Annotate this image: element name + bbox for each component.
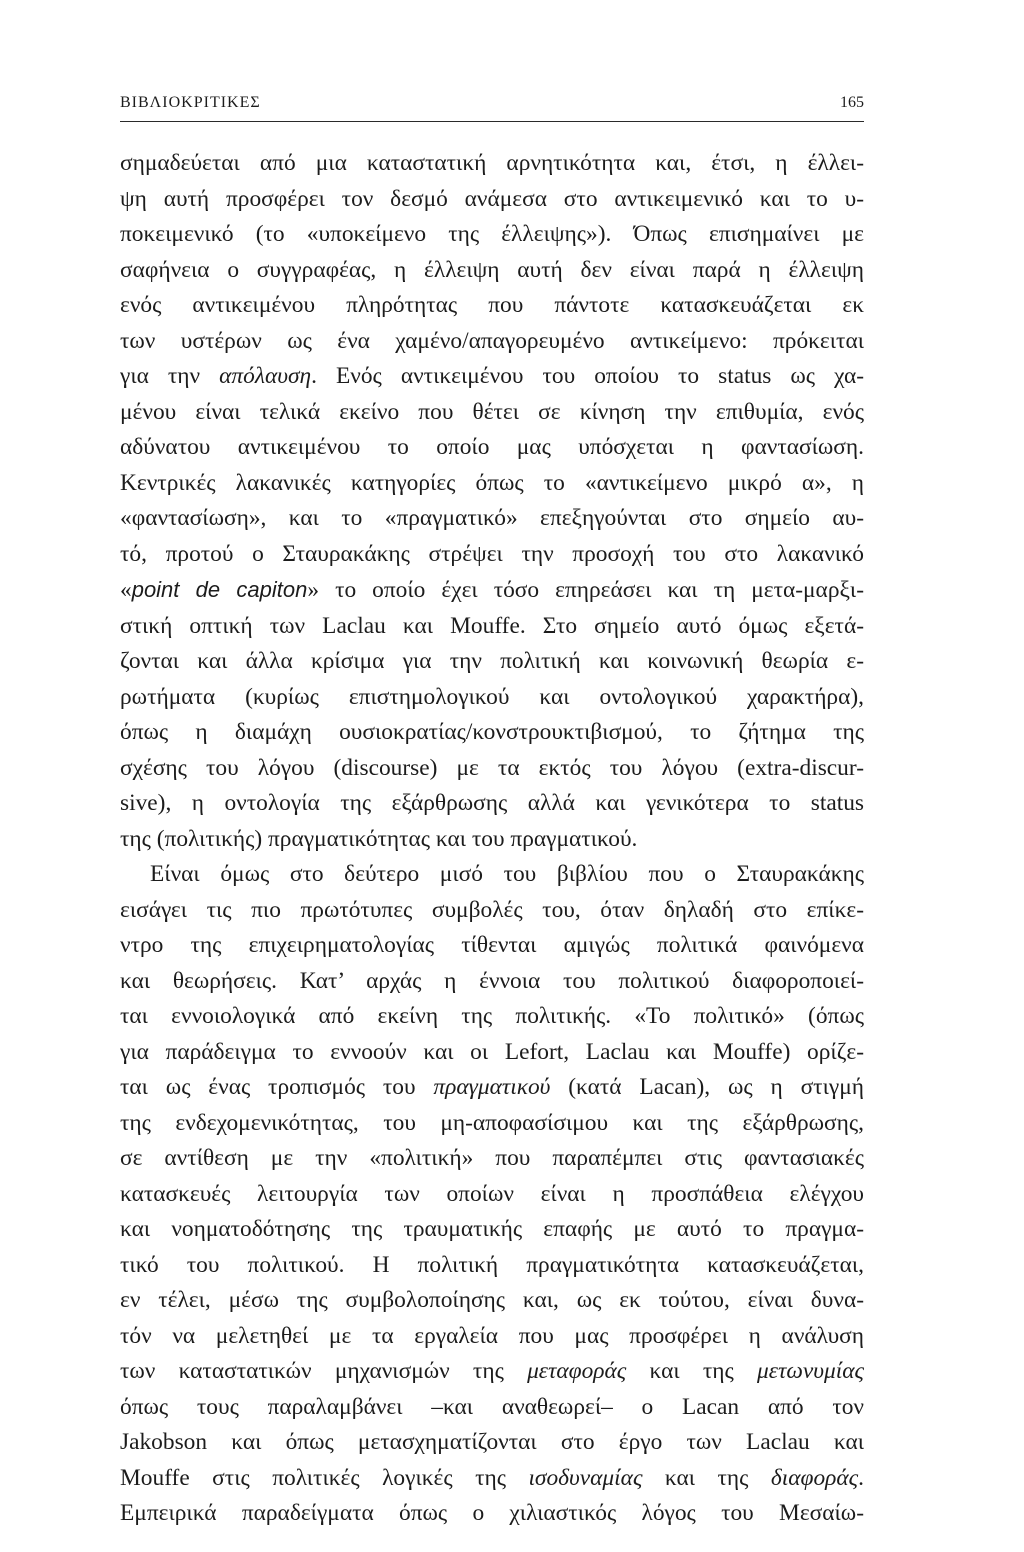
text-line xyxy=(120,1212,864,1248)
text-line xyxy=(120,822,864,858)
running-title: ΒΙΒΛΙΟΚΡΙΤΙΚΕΣ xyxy=(120,94,261,111)
text-line xyxy=(120,466,864,502)
text-run: εισάγει τις πιο πρωτότυπες συμβολές του, όταν δηλαδή στο επίκε- xyxy=(120,896,864,923)
text-run: αδύνατου αντικειμένου το οποίο μας υπόσχεται η φαντασίωση. xyxy=(120,434,864,460)
text-line xyxy=(120,430,864,466)
text-run: ζονται και άλλα κρίσιμα για την πολιτική και κοινωνική θεωρία ε- xyxy=(120,648,864,674)
text-line xyxy=(120,609,864,645)
text-run: ντρο της επιχειρηματολογίας τίθενται αμιγώς πολιτικά φαινόμενα xyxy=(120,932,864,958)
text-line xyxy=(120,644,864,680)
text-run: σε αντίθεση με την «πολιτική» που παραπέμπει στις φαντασιακές xyxy=(120,1145,864,1171)
italic-term: απόλαυση xyxy=(219,363,312,389)
text-run: των καταστατικών μηχανισμών της xyxy=(120,1358,528,1384)
text-line xyxy=(120,751,864,787)
text-run: Κεντρικές λακανικές κατηγορίες όπως το «αντικείμενο μικρό α», η xyxy=(120,469,864,496)
text-run: Εμπειρικά παραδείγματα όπως ο χιλιαστικός λόγος του Μεσαίω- xyxy=(120,1500,864,1526)
text-line xyxy=(120,1319,864,1355)
text-line xyxy=(120,1461,864,1497)
text-run: τό, προτού ο Σταυρακάκης στρέψει την προσοχή του στο λακανικό xyxy=(120,540,864,567)
text-line xyxy=(120,1283,864,1319)
text-run: για την xyxy=(120,363,220,389)
header-rule xyxy=(120,121,864,122)
text-run: (κατά Lacan), ως η στιγμή xyxy=(550,1074,864,1100)
text-run: Mouffe στις πολιτικές λογικές της xyxy=(120,1464,529,1491)
text-line xyxy=(120,1390,864,1426)
text-run: όπως η διαμάχη ουσιοκρατίας/κονστρουκτιβισμού, το ζήτημα της xyxy=(120,719,864,745)
text-run: sive), η οντολογία της εξάρθρωσης αλλά και γενικότερα το status xyxy=(120,790,864,816)
text-line xyxy=(120,1035,864,1071)
text-run: της (πολιτικής) πραγματικότητας και του πραγματικού. xyxy=(120,825,638,852)
italic-term: ισοδυναμίας xyxy=(528,1464,643,1491)
text-run: ται ως ένας τροπισμός του xyxy=(120,1074,434,1100)
text-run: τόν να μελετηθεί με τα εργαλεία που μας προσφέρει η ανάλυση xyxy=(120,1322,864,1349)
text-run: «φαντασίωση», και το «πραγματικό» επεξηγούνται στο σημείο αυ- xyxy=(120,505,864,531)
text-line xyxy=(120,501,864,537)
text-run: και της xyxy=(642,1464,771,1491)
text-line xyxy=(120,1425,864,1461)
text-run: τικό του πολιτικού. Η πολιτική πραγματικότητα κατασκευάζεται, xyxy=(120,1251,864,1278)
text-line xyxy=(120,572,864,609)
text-run: σχέσης του λόγου (discourse) με τα εκτός του λόγου (extra-discur- xyxy=(120,754,864,781)
text-line xyxy=(120,1106,864,1142)
text-line xyxy=(120,786,864,822)
book-page xyxy=(120,0,864,1552)
text-line xyxy=(120,999,864,1035)
text-run: κατασκευές λειτουργία των οποίων είναι η προσπάθεια ελέγχου xyxy=(120,1180,864,1207)
text-line xyxy=(120,715,864,751)
text-run: για παράδειγμα το εννοούν και οι Lefort, Laclau και Mouffe) ορίζε- xyxy=(120,1038,864,1065)
text-run: ποκειμενικό (το «υποκείμενο της έλλειψης»). Όπως επισημαίνει με xyxy=(120,221,864,247)
body-text xyxy=(120,146,864,1532)
text-run: Είναι όμως στο δεύτερο μισό του βιβλίου που ο Σταυρακάκης xyxy=(150,861,864,887)
text-run: μένου είναι τελικά εκείνο που θέτει σε κίνηση την επιθυμία, ενός xyxy=(120,398,864,425)
text-run: ενός αντικειμένου πληρότητας που πάντοτε κατασκευάζεται εκ xyxy=(120,292,864,318)
text-run: . xyxy=(858,1464,864,1491)
text-run: και της xyxy=(626,1358,758,1384)
text-line xyxy=(120,1496,864,1532)
text-run: σημαδεύεται από μια καταστατική αρνητικότητα και, έτσι, η έλλει- xyxy=(120,150,864,176)
text-line xyxy=(120,146,864,182)
page-number: 165 xyxy=(840,94,864,111)
text-run: της ενδεχομενικότητας, του μη-αποφασίσιμου και της εξάρθρωσης, xyxy=(120,1109,864,1136)
text-line xyxy=(120,964,864,1000)
text-run: στική οπτική των Laclau και Mouffe. Στο σημείο αυτό όμως εξετά- xyxy=(120,612,864,639)
paragraph-2 xyxy=(120,857,864,1532)
text-run: εν τέλει, μέσω της συμβολοποίησης και, ως εκ τούτου, είναι δυνα- xyxy=(120,1287,864,1313)
text-run: . Ενός αντικειμένου του οποίου το status ως χα- xyxy=(311,363,864,389)
text-run: και θεωρήσεις. Κατ’ αρχάς η έννοια του πολιτικού διαφοροποιεί- xyxy=(120,967,864,994)
text-line xyxy=(120,288,864,324)
text-line xyxy=(120,253,864,289)
text-run: όπως τους παραλαμβάνει –και αναθεωρεί– ο Lacan από τον xyxy=(120,1393,864,1420)
text-line xyxy=(120,1248,864,1284)
text-run: « xyxy=(120,577,132,603)
text-line xyxy=(120,1141,864,1177)
text-line xyxy=(120,1354,864,1390)
italic-term: μετωνυμίας xyxy=(757,1358,864,1384)
text-line xyxy=(120,182,864,218)
text-run: σαφήνεια ο συγγραφέας, η έλλειψη αυτή δεν είναι παρά η έλλειψη xyxy=(120,256,864,283)
text-line xyxy=(120,1177,864,1213)
text-run: Jakobson και όπως μετασχηματίζονται στο έργο των Laclau και xyxy=(120,1429,864,1455)
text-line xyxy=(120,395,864,431)
text-line xyxy=(120,680,864,716)
paragraph-1 xyxy=(120,146,864,857)
text-line xyxy=(120,1070,864,1106)
text-line xyxy=(120,359,864,395)
text-line xyxy=(120,537,864,573)
text-line xyxy=(120,217,864,253)
italic-term: διαφοράς xyxy=(770,1464,859,1491)
text-run: ται εννοιολογικά από εκείνη της πολιτικής. «Το πολιτικό» (όπως xyxy=(120,1003,864,1029)
text-run: ρωτήματα (κυρίως επιστημολογικού και οντολογικού χαρακτήρα), xyxy=(120,683,864,710)
text-line xyxy=(120,324,864,360)
text-line xyxy=(120,928,864,964)
text-run: ψη αυτή προσφέρει τον δεσμό ανάμεσα στο αντικειμενικό και το υ- xyxy=(120,185,864,212)
italic-term: μεταφοράς xyxy=(527,1358,627,1384)
text-line xyxy=(120,893,864,929)
italic-term: point de capiton xyxy=(131,577,308,602)
text-run: των υστέρων ως ένα χαμένο/απαγορευμένο αντικείμενο: πρόκειται xyxy=(120,327,864,354)
text-line xyxy=(120,857,864,893)
text-run: » το οποίο έχει τόσο επηρεάσει και τη μετα-μαρξι- xyxy=(307,577,864,603)
italic-term: πραγματικού xyxy=(433,1074,551,1100)
text-run: και νοηματοδότησης της τραυματικής επαφής με αυτό το πραγμα- xyxy=(120,1216,864,1242)
